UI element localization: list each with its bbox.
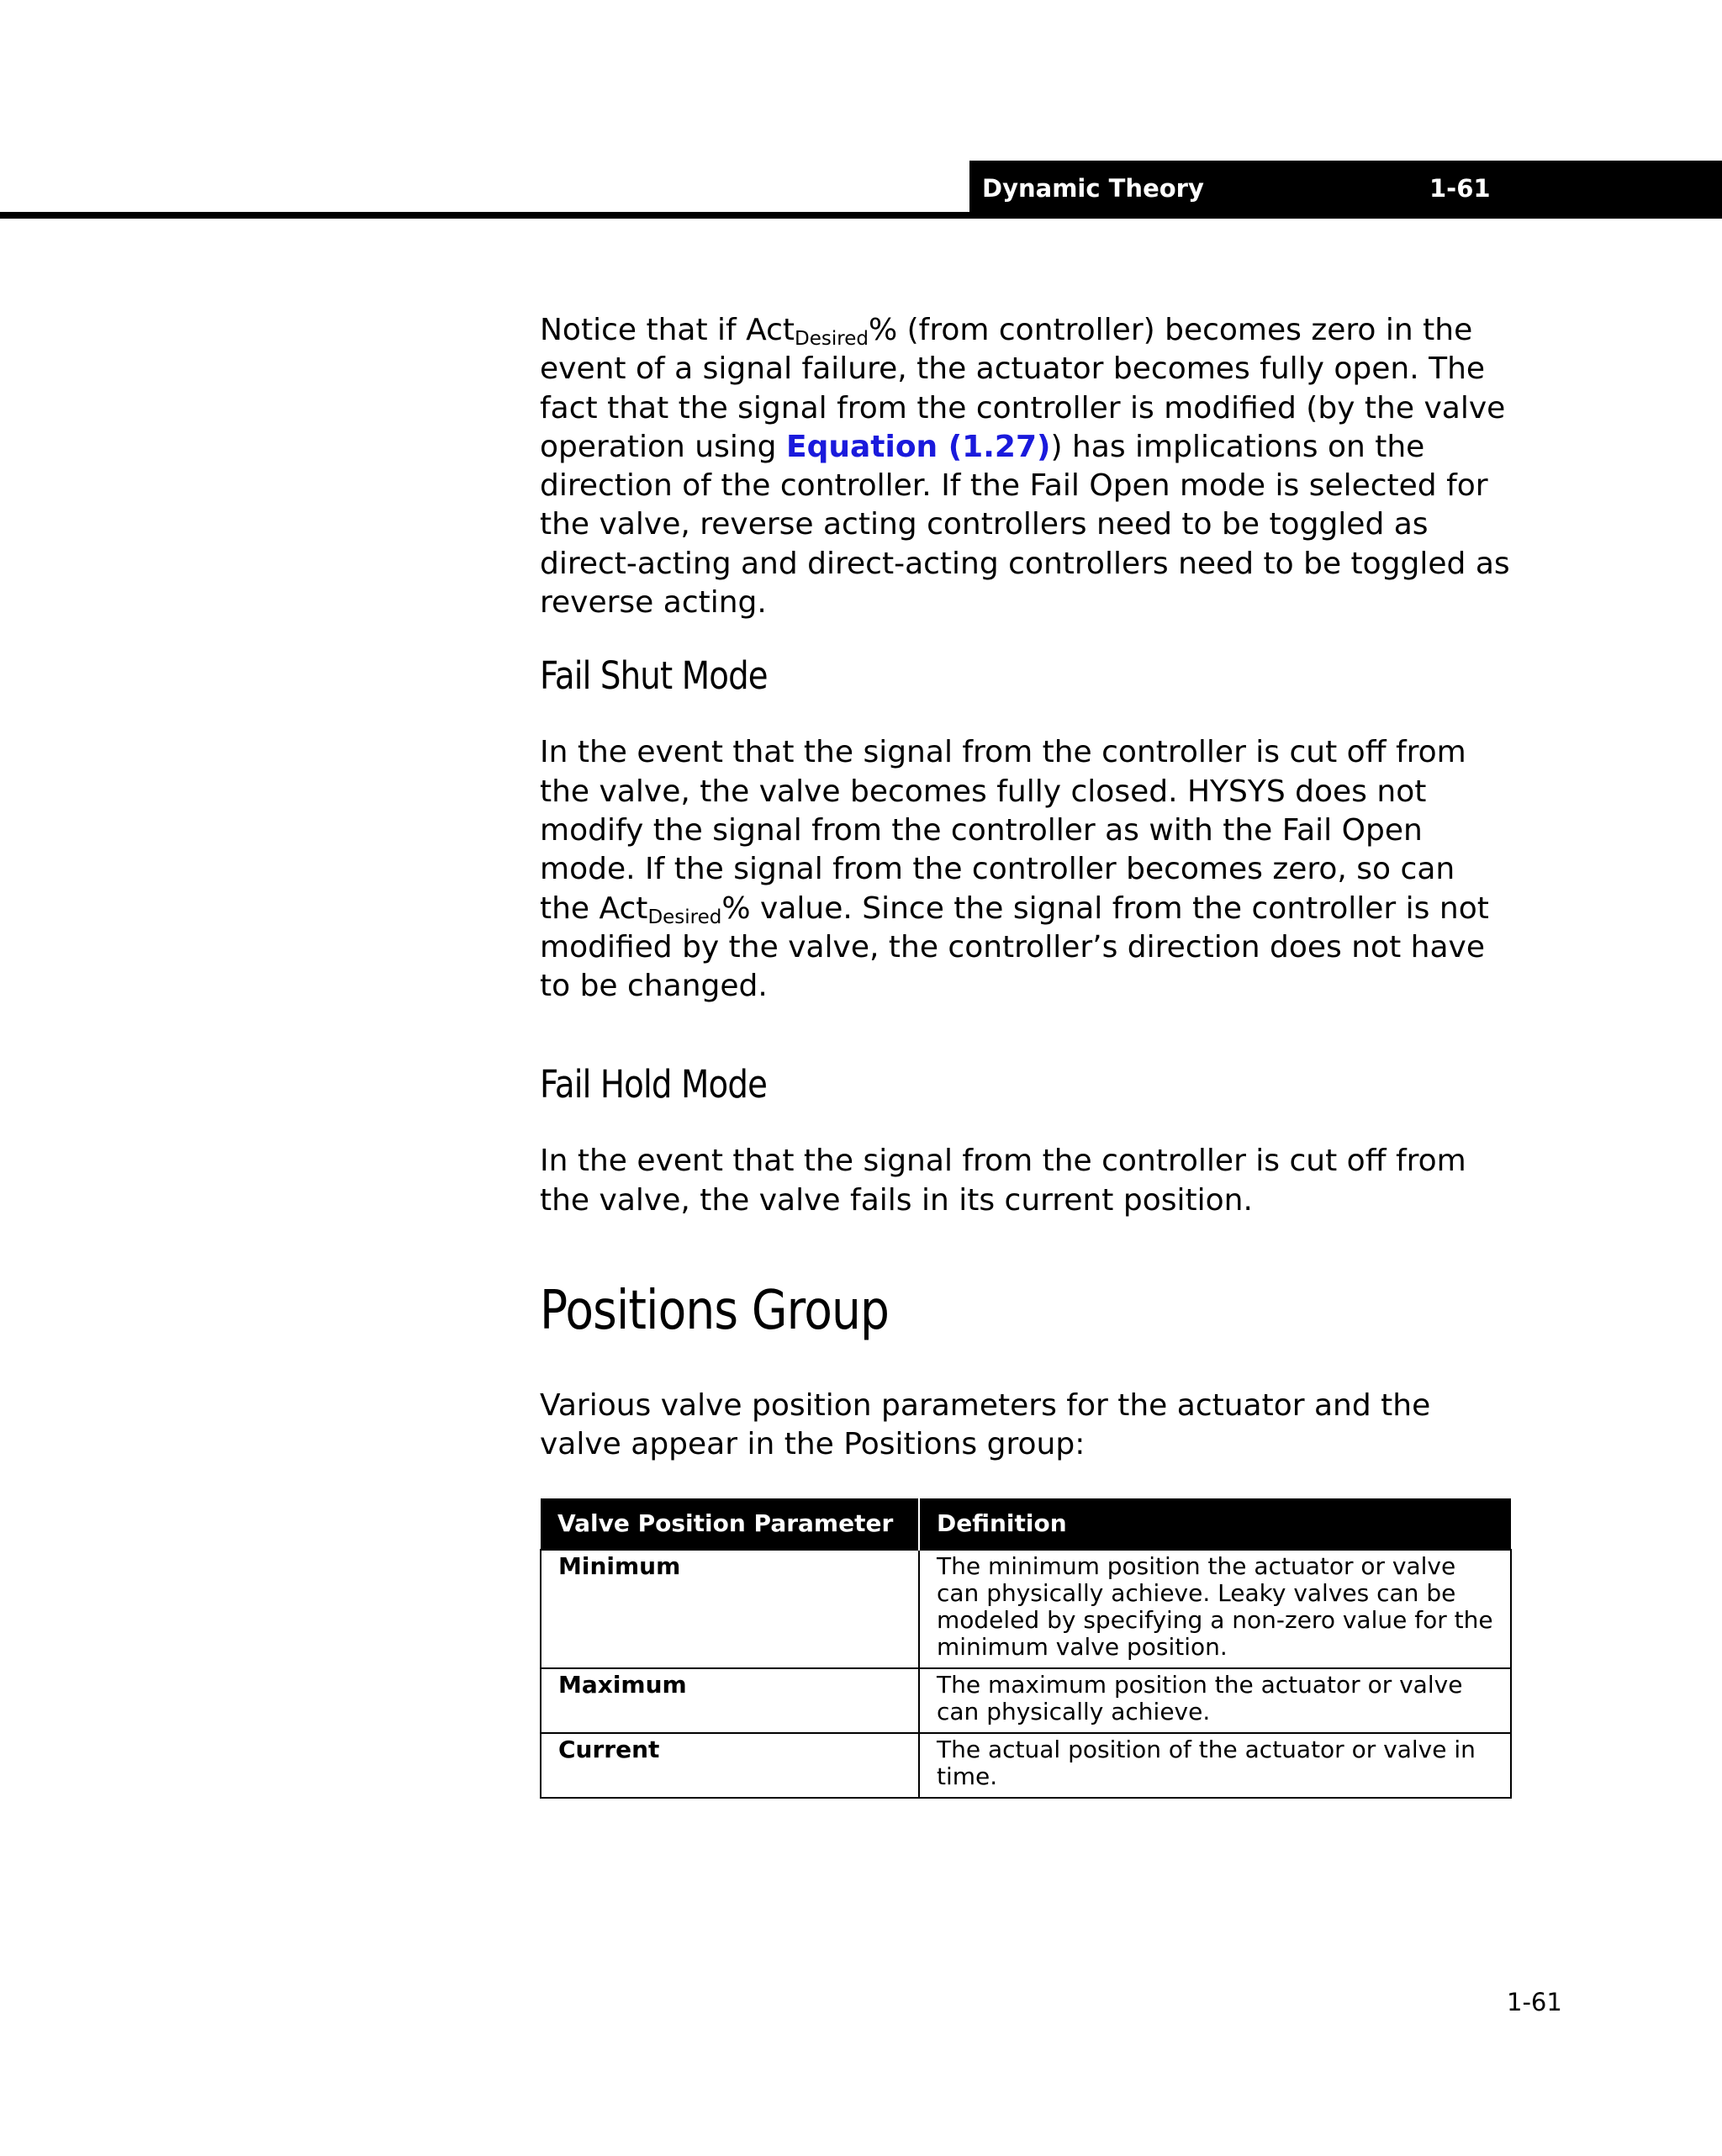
positions-intro: Various valve position parameters for the actuator and the valve appear in the Positions group: — [540, 1388, 1431, 1462]
subscript: Desired — [795, 328, 869, 350]
definition-cell: The maximum position the actuator or valve can physically achieve. — [919, 1668, 1511, 1733]
running-header-page-number: 1-61 — [1429, 174, 1491, 203]
equation-link[interactable]: Equation (1.27) — [785, 429, 1051, 464]
parameter-cell: Minimum — [541, 1550, 919, 1668]
fail-shut-heading: Fail Shut Mode — [540, 653, 768, 699]
definition-cell: The minimum position the actuator or valve can physically achieve. Leaky valves can be modeled by specifying a non-zero value for the minimum valve position. — [919, 1550, 1511, 1668]
text-run: % (from controller) becomes zero in the event of a signal failure, the actuator becomes fully open. The fact that the signal from the controller is modified (by the valve operation using — [540, 313, 1506, 464]
valve-position-table — [540, 1498, 1512, 1799]
column-header: Valve Position Parameter — [541, 1498, 919, 1550]
text-run: % value. Since the signal from the controller is not modified by the valve, the controller’s direction does not have to be changed. — [540, 890, 1489, 1004]
fail-open-paragraph — [540, 311, 1512, 622]
text-run: Notice that if Act — [540, 313, 795, 347]
fail-hold-paragraph: In the event that the signal from the controller is cut off from the valve, the valve fails in its current position. — [540, 1144, 1466, 1218]
fail-hold-heading: Fail Hold Mode — [540, 1062, 768, 1107]
subscript: Desired — [647, 906, 722, 928]
text-run: ) has implications on the direction of the controller. If the Fail Open mode is selected for the valve, reverse acting controllers need to be toggled as direct-acting and direct-acting controllers need to be toggled as reverse acting. — [540, 429, 1510, 621]
fail-shut-paragraph — [540, 733, 1512, 1006]
parameter-cell: Maximum — [541, 1668, 919, 1733]
parameter-cell: Current — [541, 1733, 919, 1798]
column-header: Definition — [919, 1498, 1511, 1550]
text-run: In the event that the signal from the controller is cut off from the valve, the valve becomes fully closed. HYSYS does not modify the signal from the controller as with the Fail Open mode. If the signal from the controller becomes zero, so can the Act — [540, 735, 1466, 926]
table-row — [541, 1550, 1511, 1668]
definition-cell: The actual position of the actuator or valve in time. — [919, 1733, 1511, 1798]
positions-group-heading: Positions Group — [540, 1280, 890, 1343]
table-row — [541, 1733, 1511, 1798]
footer-page-number: 1-61 — [1507, 1988, 1562, 2016]
main-content — [540, 311, 1512, 1799]
table-row — [541, 1668, 1511, 1733]
running-header-title: Dynamic Theory — [982, 174, 1204, 203]
table-header-row — [541, 1498, 1511, 1550]
